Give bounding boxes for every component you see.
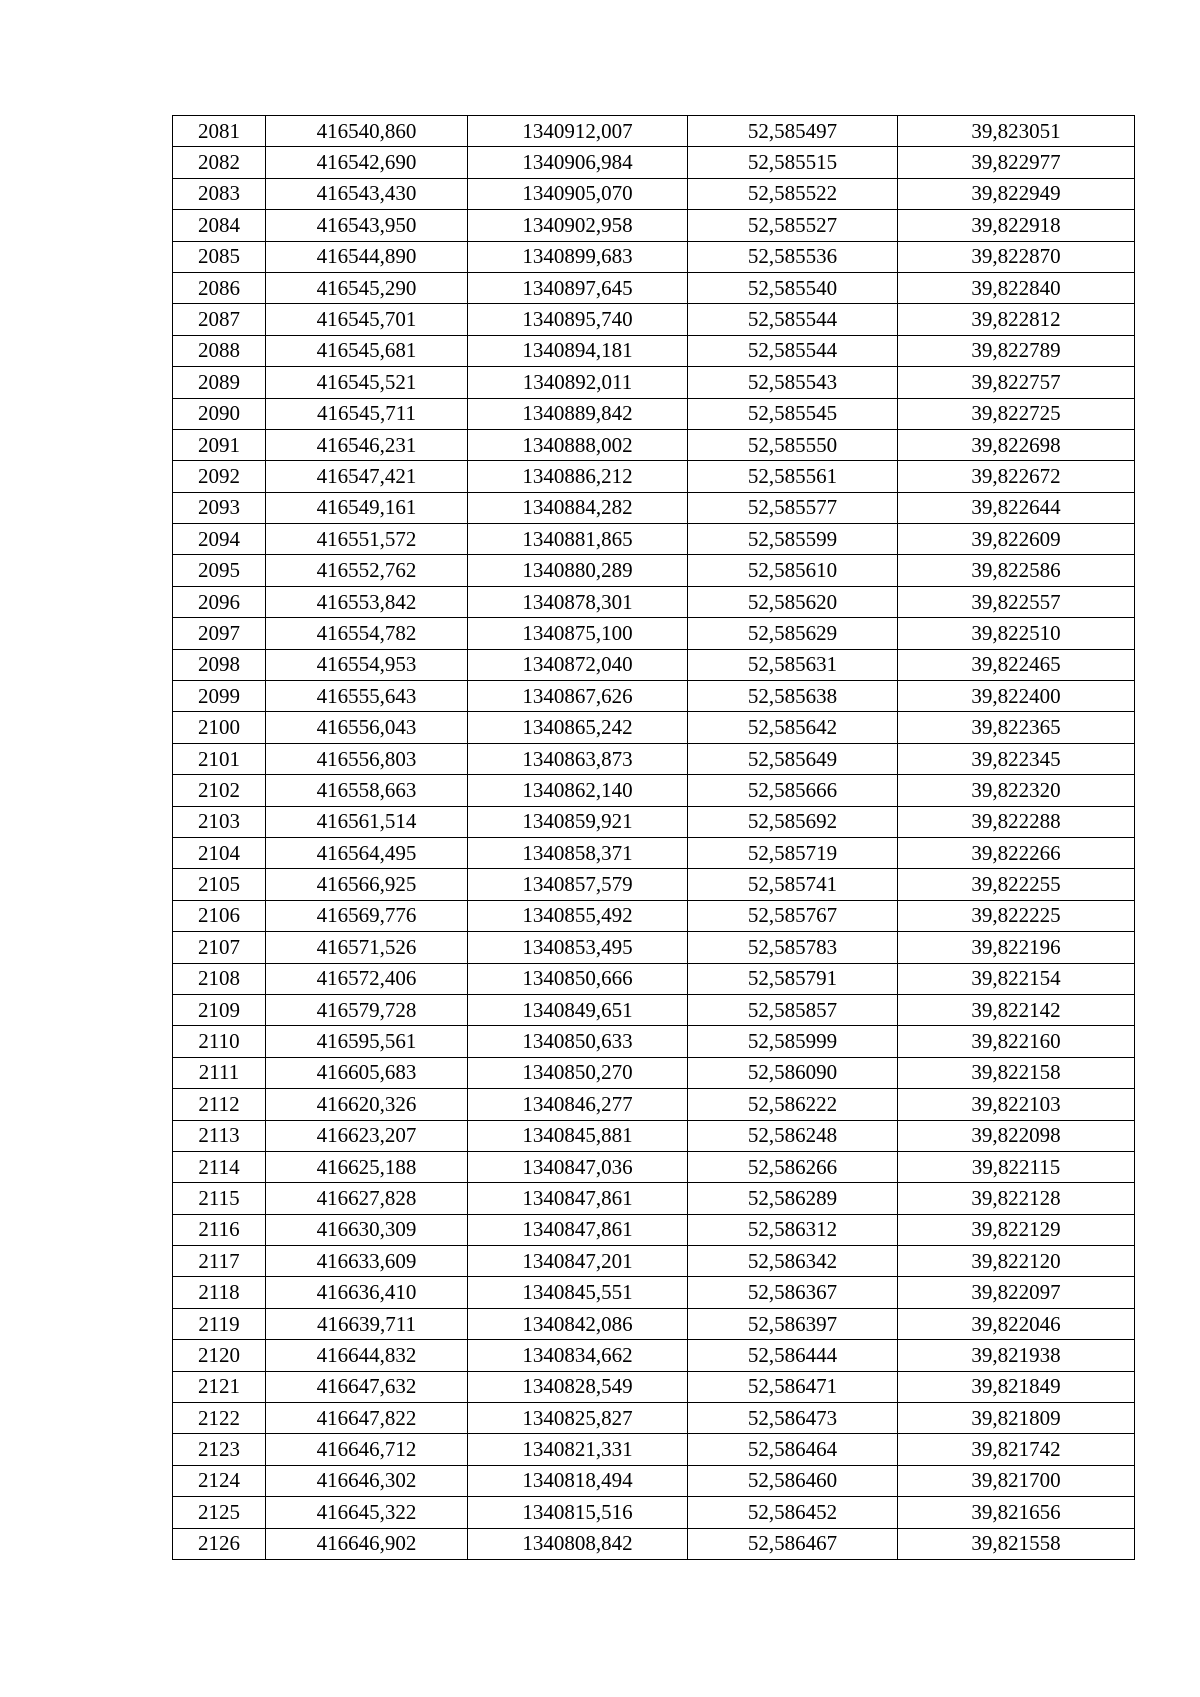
- point-number-cell: 2084: [173, 210, 266, 241]
- x-coordinate-cell: 416644,832: [266, 1340, 468, 1371]
- longitude-cell: 39,822160: [898, 1026, 1135, 1057]
- point-number-cell: 2121: [173, 1371, 266, 1402]
- y-coordinate-cell: 1340888,002: [468, 429, 688, 460]
- table-row: [173, 1465, 1135, 1496]
- x-coordinate-cell: 416544,890: [266, 241, 468, 272]
- y-coordinate-cell: 1340850,666: [468, 963, 688, 994]
- table-row: [173, 1151, 1135, 1182]
- latitude-cell: 52,586444: [688, 1340, 898, 1371]
- latitude-cell: 52,585719: [688, 837, 898, 868]
- point-number-cell: 2120: [173, 1340, 266, 1371]
- y-coordinate-cell: 1340853,495: [468, 932, 688, 963]
- longitude-cell: 39,822115: [898, 1151, 1135, 1182]
- latitude-cell: 52,586090: [688, 1057, 898, 1088]
- table-row: [173, 586, 1135, 617]
- x-coordinate-cell: 416542,690: [266, 147, 468, 178]
- y-coordinate-cell: 1340858,371: [468, 837, 688, 868]
- latitude-cell: 52,585536: [688, 241, 898, 272]
- longitude-cell: 39,822154: [898, 963, 1135, 994]
- y-coordinate-cell: 1340912,007: [468, 116, 688, 147]
- y-coordinate-cell: 1340857,579: [468, 869, 688, 900]
- y-coordinate-cell: 1340818,494: [468, 1465, 688, 1496]
- latitude-cell: 52,585561: [688, 461, 898, 492]
- longitude-cell: 39,822840: [898, 272, 1135, 303]
- longitude-cell: 39,822255: [898, 869, 1135, 900]
- latitude-cell: 52,585999: [688, 1026, 898, 1057]
- point-number-cell: 2114: [173, 1151, 266, 1182]
- point-number-cell: 2101: [173, 743, 266, 774]
- x-coordinate-cell: 416571,526: [266, 932, 468, 963]
- y-coordinate-cell: 1340828,549: [468, 1371, 688, 1402]
- x-coordinate-cell: 416572,406: [266, 963, 468, 994]
- longitude-cell: 39,822465: [898, 649, 1135, 680]
- point-number-cell: 2085: [173, 241, 266, 272]
- x-coordinate-cell: 416630,309: [266, 1214, 468, 1245]
- point-number-cell: 2125: [173, 1497, 266, 1528]
- x-coordinate-cell: 416556,803: [266, 743, 468, 774]
- x-coordinate-cell: 416545,290: [266, 272, 468, 303]
- y-coordinate-cell: 1340821,331: [468, 1434, 688, 1465]
- table-row: [173, 1528, 1135, 1559]
- point-number-cell: 2124: [173, 1465, 266, 1496]
- x-coordinate-cell: 416646,712: [266, 1434, 468, 1465]
- table-row: [173, 367, 1135, 398]
- point-number-cell: 2092: [173, 461, 266, 492]
- longitude-cell: 39,822120: [898, 1246, 1135, 1277]
- longitude-cell: 39,822288: [898, 806, 1135, 837]
- x-coordinate-cell: 416647,632: [266, 1371, 468, 1402]
- table-row: [173, 1403, 1135, 1434]
- y-coordinate-cell: 1340865,242: [468, 712, 688, 743]
- y-coordinate-cell: 1340880,289: [468, 555, 688, 586]
- x-coordinate-cell: 416646,902: [266, 1528, 468, 1559]
- point-number-cell: 2113: [173, 1120, 266, 1151]
- longitude-cell: 39,822918: [898, 210, 1135, 241]
- y-coordinate-cell: 1340867,626: [468, 681, 688, 712]
- point-number-cell: 2105: [173, 869, 266, 900]
- latitude-cell: 52,586248: [688, 1120, 898, 1151]
- point-number-cell: 2088: [173, 335, 266, 366]
- latitude-cell: 52,585783: [688, 932, 898, 963]
- latitude-cell: 52,585649: [688, 743, 898, 774]
- table-row: [173, 618, 1135, 649]
- latitude-cell: 52,585540: [688, 272, 898, 303]
- x-coordinate-cell: 416552,762: [266, 555, 468, 586]
- point-number-cell: 2094: [173, 524, 266, 555]
- point-number-cell: 2107: [173, 932, 266, 963]
- table-row: [173, 1183, 1135, 1214]
- longitude-cell: 39,822400: [898, 681, 1135, 712]
- table-row: [173, 775, 1135, 806]
- longitude-cell: 39,821809: [898, 1403, 1135, 1434]
- latitude-cell: 52,585497: [688, 116, 898, 147]
- table-row: [173, 1308, 1135, 1339]
- latitude-cell: 52,585599: [688, 524, 898, 555]
- table-row: [173, 178, 1135, 209]
- x-coordinate-cell: 416561,514: [266, 806, 468, 837]
- table-row: [173, 398, 1135, 429]
- longitude-cell: 39,822142: [898, 994, 1135, 1025]
- point-number-cell: 2082: [173, 147, 266, 178]
- point-number-cell: 2126: [173, 1528, 266, 1559]
- point-number-cell: 2102: [173, 775, 266, 806]
- table-row: [173, 1340, 1135, 1371]
- y-coordinate-cell: 1340902,958: [468, 210, 688, 241]
- latitude-cell: 52,585545: [688, 398, 898, 429]
- x-coordinate-cell: 416553,842: [266, 586, 468, 617]
- y-coordinate-cell: 1340834,662: [468, 1340, 688, 1371]
- table-row: [173, 1057, 1135, 1088]
- latitude-cell: 52,585610: [688, 555, 898, 586]
- x-coordinate-cell: 416566,925: [266, 869, 468, 900]
- longitude-cell: 39,822586: [898, 555, 1135, 586]
- x-coordinate-cell: 416636,410: [266, 1277, 468, 1308]
- latitude-cell: 52,586222: [688, 1089, 898, 1120]
- latitude-cell: 52,585527: [688, 210, 898, 241]
- x-coordinate-cell: 416547,421: [266, 461, 468, 492]
- latitude-cell: 52,585620: [688, 586, 898, 617]
- latitude-cell: 52,586467: [688, 1528, 898, 1559]
- y-coordinate-cell: 1340847,861: [468, 1214, 688, 1245]
- x-coordinate-cell: 416556,043: [266, 712, 468, 743]
- point-number-cell: 2096: [173, 586, 266, 617]
- x-coordinate-cell: 416545,711: [266, 398, 468, 429]
- table-row: [173, 994, 1135, 1025]
- point-number-cell: 2110: [173, 1026, 266, 1057]
- x-coordinate-cell: 416558,663: [266, 775, 468, 806]
- table-row: [173, 963, 1135, 994]
- coordinates-table-body: [173, 116, 1135, 1560]
- table-row: [173, 900, 1135, 931]
- longitude-cell: 39,822365: [898, 712, 1135, 743]
- x-coordinate-cell: 416620,326: [266, 1089, 468, 1120]
- y-coordinate-cell: 1340842,086: [468, 1308, 688, 1339]
- x-coordinate-cell: 416595,561: [266, 1026, 468, 1057]
- point-number-cell: 2090: [173, 398, 266, 429]
- table-row: [173, 1214, 1135, 1245]
- latitude-cell: 52,586312: [688, 1214, 898, 1245]
- y-coordinate-cell: 1340859,921: [468, 806, 688, 837]
- table-row: [173, 335, 1135, 366]
- longitude-cell: 39,822757: [898, 367, 1135, 398]
- latitude-cell: 52,585577: [688, 492, 898, 523]
- longitude-cell: 39,822977: [898, 147, 1135, 178]
- point-number-cell: 2119: [173, 1308, 266, 1339]
- table-row: [173, 304, 1135, 335]
- longitude-cell: 39,822789: [898, 335, 1135, 366]
- point-number-cell: 2116: [173, 1214, 266, 1245]
- y-coordinate-cell: 1340895,740: [468, 304, 688, 335]
- y-coordinate-cell: 1340881,865: [468, 524, 688, 555]
- latitude-cell: 52,586452: [688, 1497, 898, 1528]
- latitude-cell: 52,585515: [688, 147, 898, 178]
- table-row: [173, 429, 1135, 460]
- table-row: [173, 1120, 1135, 1151]
- longitude-cell: 39,822103: [898, 1089, 1135, 1120]
- x-coordinate-cell: 416545,701: [266, 304, 468, 335]
- longitude-cell: 39,821938: [898, 1340, 1135, 1371]
- longitude-cell: 39,822225: [898, 900, 1135, 931]
- point-number-cell: 2091: [173, 429, 266, 460]
- y-coordinate-cell: 1340905,070: [468, 178, 688, 209]
- y-coordinate-cell: 1340808,842: [468, 1528, 688, 1559]
- latitude-cell: 52,585544: [688, 304, 898, 335]
- x-coordinate-cell: 416540,860: [266, 116, 468, 147]
- longitude-cell: 39,822870: [898, 241, 1135, 272]
- point-number-cell: 2100: [173, 712, 266, 743]
- x-coordinate-cell: 416545,681: [266, 335, 468, 366]
- point-number-cell: 2086: [173, 272, 266, 303]
- table-row: [173, 1277, 1135, 1308]
- table-row: [173, 932, 1135, 963]
- latitude-cell: 52,585692: [688, 806, 898, 837]
- point-number-cell: 2112: [173, 1089, 266, 1120]
- longitude-cell: 39,822672: [898, 461, 1135, 492]
- longitude-cell: 39,821742: [898, 1434, 1135, 1465]
- y-coordinate-cell: 1340878,301: [468, 586, 688, 617]
- table-row: [173, 1371, 1135, 1402]
- x-coordinate-cell: 416555,643: [266, 681, 468, 712]
- latitude-cell: 52,586266: [688, 1151, 898, 1182]
- point-number-cell: 2118: [173, 1277, 266, 1308]
- y-coordinate-cell: 1340863,873: [468, 743, 688, 774]
- x-coordinate-cell: 416639,711: [266, 1308, 468, 1339]
- table-row: [173, 712, 1135, 743]
- longitude-cell: 39,822644: [898, 492, 1135, 523]
- latitude-cell: 52,586289: [688, 1183, 898, 1214]
- x-coordinate-cell: 416549,161: [266, 492, 468, 523]
- latitude-cell: 52,585550: [688, 429, 898, 460]
- latitude-cell: 52,585791: [688, 963, 898, 994]
- point-number-cell: 2095: [173, 555, 266, 586]
- y-coordinate-cell: 1340899,683: [468, 241, 688, 272]
- table-row: [173, 837, 1135, 868]
- table-row: [173, 1026, 1135, 1057]
- point-number-cell: 2108: [173, 963, 266, 994]
- longitude-cell: 39,822557: [898, 586, 1135, 617]
- table-row: [173, 492, 1135, 523]
- longitude-cell: 39,822098: [898, 1120, 1135, 1151]
- latitude-cell: 52,586473: [688, 1403, 898, 1434]
- longitude-cell: 39,821656: [898, 1497, 1135, 1528]
- latitude-cell: 52,586464: [688, 1434, 898, 1465]
- latitude-cell: 52,585631: [688, 649, 898, 680]
- y-coordinate-cell: 1340875,100: [468, 618, 688, 649]
- latitude-cell: 52,585522: [688, 178, 898, 209]
- point-number-cell: 2111: [173, 1057, 266, 1088]
- point-number-cell: 2083: [173, 178, 266, 209]
- longitude-cell: 39,822158: [898, 1057, 1135, 1088]
- latitude-cell: 52,585629: [688, 618, 898, 649]
- point-number-cell: 2115: [173, 1183, 266, 1214]
- table-row: [173, 1246, 1135, 1277]
- point-number-cell: 2109: [173, 994, 266, 1025]
- point-number-cell: 2103: [173, 806, 266, 837]
- x-coordinate-cell: 416647,822: [266, 1403, 468, 1434]
- table-row: [173, 1434, 1135, 1465]
- longitude-cell: 39,822046: [898, 1308, 1135, 1339]
- longitude-cell: 39,822609: [898, 524, 1135, 555]
- y-coordinate-cell: 1340894,181: [468, 335, 688, 366]
- y-coordinate-cell: 1340862,140: [468, 775, 688, 806]
- y-coordinate-cell: 1340855,492: [468, 900, 688, 931]
- table-row: [173, 555, 1135, 586]
- x-coordinate-cell: 416646,302: [266, 1465, 468, 1496]
- table-row: [173, 116, 1135, 147]
- point-number-cell: 2123: [173, 1434, 266, 1465]
- y-coordinate-cell: 1340906,984: [468, 147, 688, 178]
- x-coordinate-cell: 416545,521: [266, 367, 468, 398]
- latitude-cell: 52,586397: [688, 1308, 898, 1339]
- longitude-cell: 39,821558: [898, 1528, 1135, 1559]
- table-row: [173, 461, 1135, 492]
- longitude-cell: 39,823051: [898, 116, 1135, 147]
- y-coordinate-cell: 1340850,633: [468, 1026, 688, 1057]
- x-coordinate-cell: 416554,953: [266, 649, 468, 680]
- y-coordinate-cell: 1340884,282: [468, 492, 688, 523]
- longitude-cell: 39,822725: [898, 398, 1135, 429]
- table-row: [173, 681, 1135, 712]
- point-number-cell: 2087: [173, 304, 266, 335]
- point-number-cell: 2106: [173, 900, 266, 931]
- x-coordinate-cell: 416546,231: [266, 429, 468, 460]
- y-coordinate-cell: 1340825,827: [468, 1403, 688, 1434]
- point-number-cell: 2098: [173, 649, 266, 680]
- table-row: [173, 524, 1135, 555]
- point-number-cell: 2089: [173, 367, 266, 398]
- y-coordinate-cell: 1340897,645: [468, 272, 688, 303]
- point-number-cell: 2099: [173, 681, 266, 712]
- x-coordinate-cell: 416543,430: [266, 178, 468, 209]
- table-row: [173, 1089, 1135, 1120]
- y-coordinate-cell: 1340845,881: [468, 1120, 688, 1151]
- longitude-cell: 39,822698: [898, 429, 1135, 460]
- x-coordinate-cell: 416569,776: [266, 900, 468, 931]
- latitude-cell: 52,585666: [688, 775, 898, 806]
- longitude-cell: 39,821849: [898, 1371, 1135, 1402]
- longitude-cell: 39,822320: [898, 775, 1135, 806]
- x-coordinate-cell: 416551,572: [266, 524, 468, 555]
- table-row: [173, 806, 1135, 837]
- longitude-cell: 39,822949: [898, 178, 1135, 209]
- longitude-cell: 39,822345: [898, 743, 1135, 774]
- latitude-cell: 52,585638: [688, 681, 898, 712]
- y-coordinate-cell: 1340872,040: [468, 649, 688, 680]
- latitude-cell: 52,586367: [688, 1277, 898, 1308]
- point-number-cell: 2081: [173, 116, 266, 147]
- x-coordinate-cell: 416579,728: [266, 994, 468, 1025]
- point-number-cell: 2122: [173, 1403, 266, 1434]
- y-coordinate-cell: 1340892,011: [468, 367, 688, 398]
- latitude-cell: 52,585544: [688, 335, 898, 366]
- table-row: [173, 241, 1135, 272]
- x-coordinate-cell: 416645,322: [266, 1497, 468, 1528]
- y-coordinate-cell: 1340889,842: [468, 398, 688, 429]
- longitude-cell: 39,822266: [898, 837, 1135, 868]
- x-coordinate-cell: 416623,207: [266, 1120, 468, 1151]
- latitude-cell: 52,585642: [688, 712, 898, 743]
- longitude-cell: 39,822510: [898, 618, 1135, 649]
- latitude-cell: 52,585767: [688, 900, 898, 931]
- y-coordinate-cell: 1340847,861: [468, 1183, 688, 1214]
- longitude-cell: 39,822129: [898, 1214, 1135, 1245]
- table-row: [173, 743, 1135, 774]
- x-coordinate-cell: 416627,828: [266, 1183, 468, 1214]
- y-coordinate-cell: 1340849,651: [468, 994, 688, 1025]
- x-coordinate-cell: 416625,188: [266, 1151, 468, 1182]
- y-coordinate-cell: 1340847,036: [468, 1151, 688, 1182]
- x-coordinate-cell: 416564,495: [266, 837, 468, 868]
- y-coordinate-cell: 1340815,516: [468, 1497, 688, 1528]
- point-number-cell: 2093: [173, 492, 266, 523]
- y-coordinate-cell: 1340850,270: [468, 1057, 688, 1088]
- latitude-cell: 52,585857: [688, 994, 898, 1025]
- table-row: [173, 1497, 1135, 1528]
- latitude-cell: 52,586471: [688, 1371, 898, 1402]
- x-coordinate-cell: 416543,950: [266, 210, 468, 241]
- x-coordinate-cell: 416605,683: [266, 1057, 468, 1088]
- table-row: [173, 147, 1135, 178]
- table-row: [173, 649, 1135, 680]
- latitude-cell: 52,585741: [688, 869, 898, 900]
- x-coordinate-cell: 416633,609: [266, 1246, 468, 1277]
- latitude-cell: 52,586342: [688, 1246, 898, 1277]
- coordinates-table: [172, 115, 1135, 1560]
- longitude-cell: 39,821700: [898, 1465, 1135, 1496]
- x-coordinate-cell: 416554,782: [266, 618, 468, 649]
- y-coordinate-cell: 1340846,277: [468, 1089, 688, 1120]
- point-number-cell: 2097: [173, 618, 266, 649]
- point-number-cell: 2117: [173, 1246, 266, 1277]
- latitude-cell: 52,586460: [688, 1465, 898, 1496]
- longitude-cell: 39,822128: [898, 1183, 1135, 1214]
- table-row: [173, 210, 1135, 241]
- table-row: [173, 272, 1135, 303]
- longitude-cell: 39,822812: [898, 304, 1135, 335]
- y-coordinate-cell: 1340845,551: [468, 1277, 688, 1308]
- table-row: [173, 869, 1135, 900]
- longitude-cell: 39,822196: [898, 932, 1135, 963]
- y-coordinate-cell: 1340886,212: [468, 461, 688, 492]
- longitude-cell: 39,822097: [898, 1277, 1135, 1308]
- point-number-cell: 2104: [173, 837, 266, 868]
- y-coordinate-cell: 1340847,201: [468, 1246, 688, 1277]
- latitude-cell: 52,585543: [688, 367, 898, 398]
